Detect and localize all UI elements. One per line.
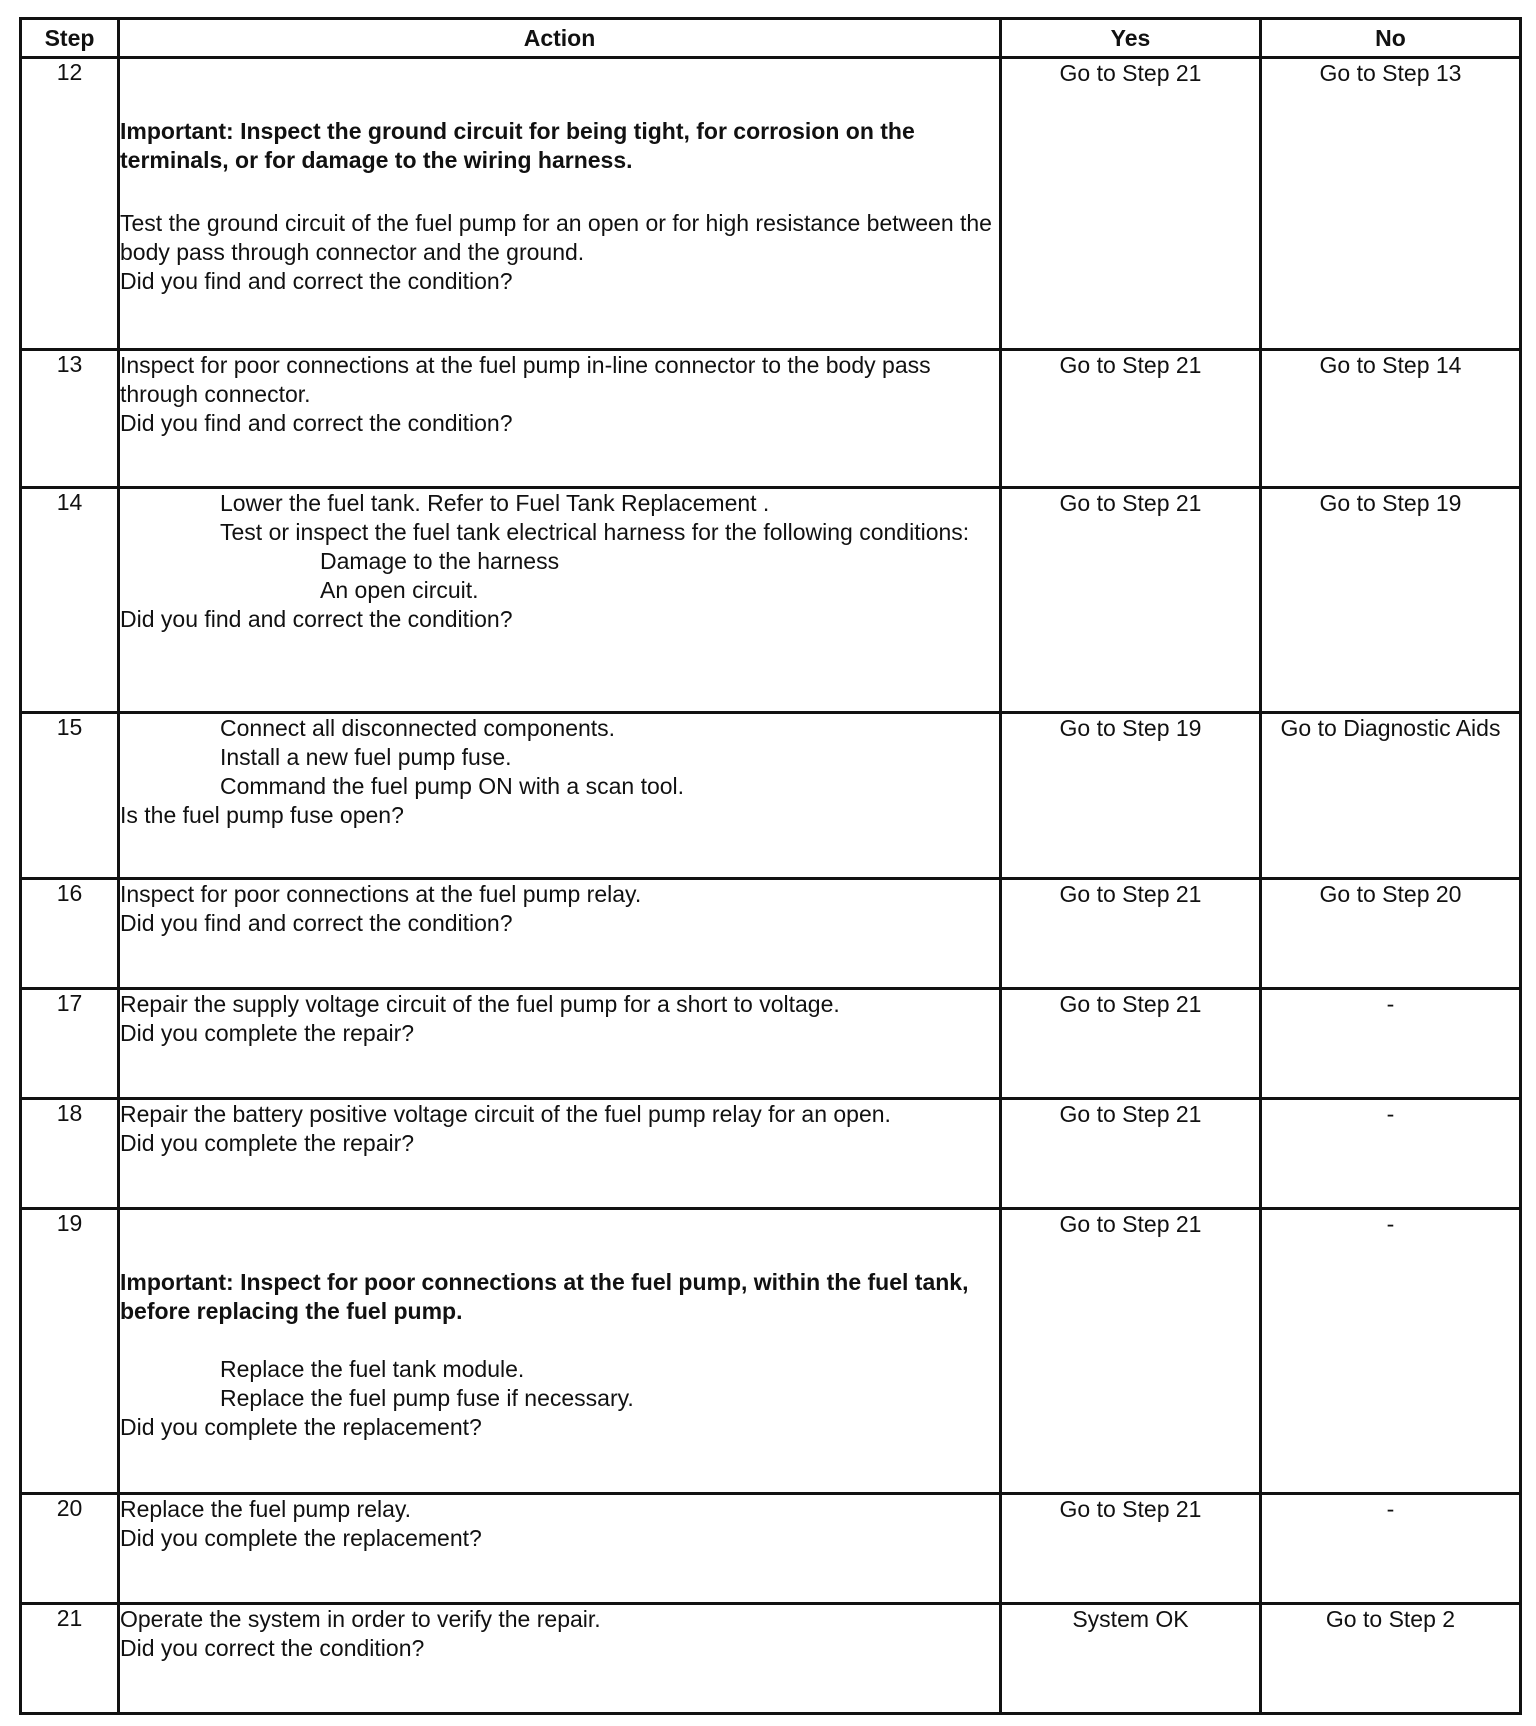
action-line: Install a new fuel pump fuse. — [220, 744, 512, 770]
action-subline: An open circuit. — [320, 577, 479, 603]
action-cell — [119, 1099, 1001, 1209]
action-cell — [119, 989, 1001, 1099]
action-question: Did you find and correct the condition? — [120, 606, 513, 632]
action-line: Connect all disconnected components. — [220, 715, 616, 741]
step-number: 16 — [21, 879, 119, 989]
action-line: Lower the fuel tank. Refer to Fuel Tank Replacement . — [220, 490, 770, 516]
action-text: Repair the battery positive voltage circuit of the fuel pump relay for an open. — [120, 1101, 891, 1127]
action-question: Did you complete the replacement? — [120, 1414, 482, 1440]
no-cell — [1261, 1209, 1521, 1494]
yes-cell — [1001, 1099, 1261, 1209]
action-line: Replace the fuel tank module. — [220, 1356, 525, 1382]
action-line: Replace the fuel pump fuse if necessary. — [220, 1385, 634, 1411]
step-number: 13 — [21, 350, 119, 488]
action-text: Inspect for poor connections at the fuel pump relay. — [120, 881, 642, 907]
no-result: Go to Step 19 — [1319, 490, 1462, 516]
yes-result: Go to Step 21 — [1059, 991, 1202, 1017]
yes-cell — [1001, 1604, 1261, 1714]
step-number: 18 — [21, 1099, 119, 1209]
yes-result: Go to Step 21 — [1059, 881, 1202, 907]
action-cell — [119, 1209, 1001, 1494]
header-no: No — [1261, 19, 1521, 58]
table-row — [21, 989, 1521, 1099]
action-cell — [119, 350, 1001, 488]
header-yes: Yes — [1001, 19, 1261, 58]
action-question: Did you find and correct the condition? — [120, 268, 513, 294]
action-cell — [119, 1604, 1001, 1714]
yes-cell — [1001, 58, 1261, 350]
action-cell — [119, 58, 1001, 350]
action-text: Test the ground circuit of the fuel pump for an open or for high resistance between the body pass through connector and the ground. — [120, 210, 992, 265]
action-question: Did you find and correct the condition? — [120, 410, 513, 436]
yes-result: Go to Step 21 — [1059, 1101, 1202, 1127]
step-number: 14 — [21, 488, 119, 713]
yes-result: Go to Step 21 — [1059, 60, 1202, 86]
table-row — [21, 1494, 1521, 1604]
no-cell — [1261, 989, 1521, 1099]
yes-cell — [1001, 350, 1261, 488]
header-row — [21, 19, 1521, 58]
action-question: Did you complete the repair? — [120, 1020, 415, 1046]
action-cell — [119, 879, 1001, 989]
table-row — [21, 1099, 1521, 1209]
diagnostic-table — [19, 17, 1522, 1715]
no-result: - — [1386, 1211, 1395, 1237]
step-number: 20 — [21, 1494, 119, 1604]
yes-result: Go to Step 21 — [1059, 352, 1202, 378]
yes-cell — [1001, 989, 1261, 1099]
no-result: - — [1386, 991, 1395, 1017]
no-cell — [1261, 1494, 1521, 1604]
table-row — [21, 350, 1521, 488]
yes-cell — [1001, 488, 1261, 713]
no-result: - — [1386, 1496, 1395, 1522]
action-subline: Damage to the harness — [320, 548, 560, 574]
header-step: Step — [21, 19, 119, 58]
no-result: Go to Diagnostic Aids — [1280, 715, 1501, 741]
important-note: Important: Inspect for poor connections at the fuel pump, within the fuel tank, before replacing the fuel pump. — [120, 1269, 969, 1324]
no-cell — [1261, 713, 1521, 879]
table-row — [21, 1604, 1521, 1714]
action-line: Test or inspect the fuel tank electrical harness for the following conditions: — [220, 519, 970, 545]
no-cell — [1261, 58, 1521, 350]
action-line: Command the fuel pump ON with a scan tool. — [220, 773, 685, 799]
action-cell — [119, 1494, 1001, 1604]
no-result: Go to Step 14 — [1319, 352, 1462, 378]
no-result: Go to Step 2 — [1325, 1606, 1456, 1632]
yes-result: Go to Step 19 — [1059, 715, 1202, 741]
action-question: Did you complete the replacement? — [120, 1525, 482, 1551]
no-cell — [1261, 1099, 1521, 1209]
yes-cell — [1001, 1209, 1261, 1494]
yes-result: Go to Step 21 — [1059, 1496, 1202, 1522]
no-cell — [1261, 879, 1521, 989]
action-cell — [119, 713, 1001, 879]
table-row — [21, 879, 1521, 989]
yes-cell — [1001, 713, 1261, 879]
yes-result: Go to Step 21 — [1059, 1211, 1202, 1237]
yes-result: Go to Step 21 — [1059, 490, 1202, 516]
action-question: Did you find and correct the condition? — [120, 910, 513, 936]
action-question: Is the fuel pump fuse open? — [120, 802, 404, 828]
no-cell — [1261, 1604, 1521, 1714]
table-row — [21, 58, 1521, 350]
action-text: Operate the system in order to verify the repair. — [120, 1606, 601, 1632]
step-number: 19 — [21, 1209, 119, 1494]
no-cell — [1261, 488, 1521, 713]
yes-cell — [1001, 879, 1261, 989]
yes-cell — [1001, 1494, 1261, 1604]
no-result: Go to Step 13 — [1319, 60, 1462, 86]
important-note: Important: Inspect the ground circuit for being tight, for corrosion on the terminals, or for damage to the wiring harness. — [120, 118, 915, 173]
header-action: Action — [119, 19, 1001, 58]
action-question: Did you complete the repair? — [120, 1130, 415, 1156]
step-number: 15 — [21, 713, 119, 879]
action-text: Replace the fuel pump relay. — [120, 1496, 412, 1522]
table-row — [21, 488, 1521, 713]
no-result: Go to Step 20 — [1319, 881, 1462, 907]
no-result: - — [1386, 1101, 1395, 1127]
step-number: 12 — [21, 58, 119, 350]
action-cell — [119, 488, 1001, 713]
no-cell — [1261, 350, 1521, 488]
table-row — [21, 1209, 1521, 1494]
action-text: Repair the supply voltage circuit of the fuel pump for a short to voltage. — [120, 991, 840, 1017]
step-number: 21 — [21, 1604, 119, 1714]
action-text: Inspect for poor connections at the fuel pump in-line connector to the body pass through connector. — [120, 352, 931, 407]
yes-result: System OK — [1072, 1606, 1189, 1632]
step-number: 17 — [21, 989, 119, 1099]
action-question: Did you correct the condition? — [120, 1635, 425, 1661]
table-row — [21, 713, 1521, 879]
